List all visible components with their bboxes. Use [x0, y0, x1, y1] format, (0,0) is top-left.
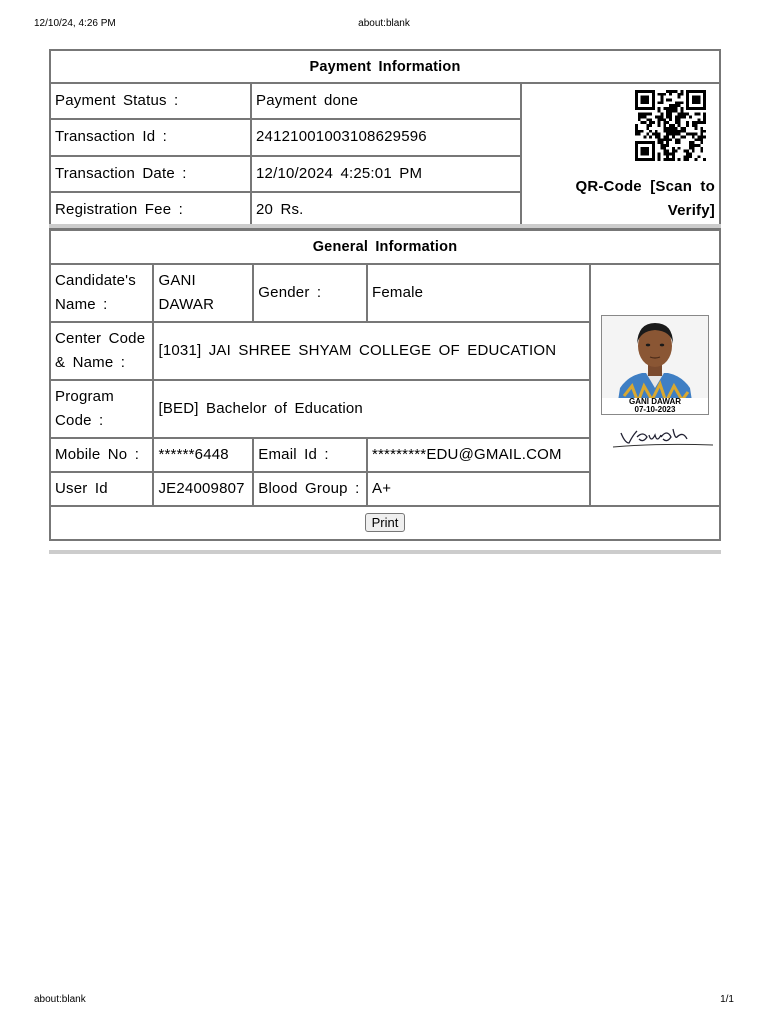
print-header: [0, 18, 768, 30]
transaction-id-label: Transaction Id :: [50, 119, 251, 155]
candidate-photo: [601, 315, 709, 415]
payment-info-title: Payment Information: [50, 50, 720, 83]
candidate-name-value: GANI DAWAR: [153, 264, 253, 322]
qr-label-line2: Verify]: [667, 202, 715, 219]
print-button[interactable]: Print: [365, 513, 406, 532]
gender-label: Gender :: [253, 264, 367, 322]
userid-value: JE24009807: [153, 472, 253, 506]
print-datetime: 12/10/24, 4:26 PM: [34, 18, 116, 29]
program-value: [BED] Bachelor of Education: [153, 380, 590, 438]
footer-url: about:blank: [34, 994, 86, 1005]
payment-status-label: Payment Status :: [50, 83, 251, 119]
divider: [49, 550, 721, 554]
table-row: [50, 264, 720, 322]
center-value: [1031] JAI SHREE SHYAM COLLEGE OF EDUCATION: [153, 322, 590, 380]
print-url: about:blank: [358, 18, 410, 29]
photo-cell: [590, 264, 720, 506]
transaction-date-label: Transaction Date :: [50, 156, 251, 192]
transaction-id-value: 24121001003108629596: [251, 119, 521, 155]
transaction-date-value: 12/10/2024 4:25:01 PM: [251, 156, 521, 192]
candidate-name-label: Candidate's Name :: [50, 264, 153, 322]
program-label: Program Code :: [50, 380, 153, 438]
registration-fee-value: 20 Rs.: [251, 192, 521, 228]
qr-label-line1: QR-Code [Scan to: [575, 178, 715, 195]
photo-caption-date: 07-10-2023: [634, 405, 676, 414]
candidate-signature: [599, 423, 715, 453]
print-row: [50, 506, 720, 540]
qr-code-cell: [521, 83, 720, 228]
email-value: *********EDU@GMAIL.COM: [367, 438, 590, 472]
gender-value: Female: [367, 264, 590, 322]
table-row: [50, 83, 720, 119]
general-info-title: General Information: [50, 230, 720, 264]
payment-info-table: [49, 49, 721, 229]
qr-code-label: [526, 175, 715, 223]
payment-status-value: Payment done: [251, 83, 521, 119]
center-label: Center Code & Name :: [50, 322, 153, 380]
registration-fee-label: Registration Fee :: [50, 192, 251, 228]
mobile-value: ******6448: [153, 438, 253, 472]
footer-page-number: 1/1: [720, 994, 734, 1005]
blood-group-value: A+: [367, 472, 590, 506]
blood-group-label: Blood Group :: [253, 472, 367, 506]
divider: [49, 224, 721, 228]
qr-code-image: [632, 90, 709, 169]
photo-caption: [602, 398, 708, 414]
mobile-label: Mobile No :: [50, 438, 153, 472]
general-info-table: [49, 229, 721, 541]
userid-label: User Id: [50, 472, 153, 506]
photo-caption-name: GANI DAWAR: [629, 397, 681, 406]
email-label: Email Id :: [253, 438, 367, 472]
